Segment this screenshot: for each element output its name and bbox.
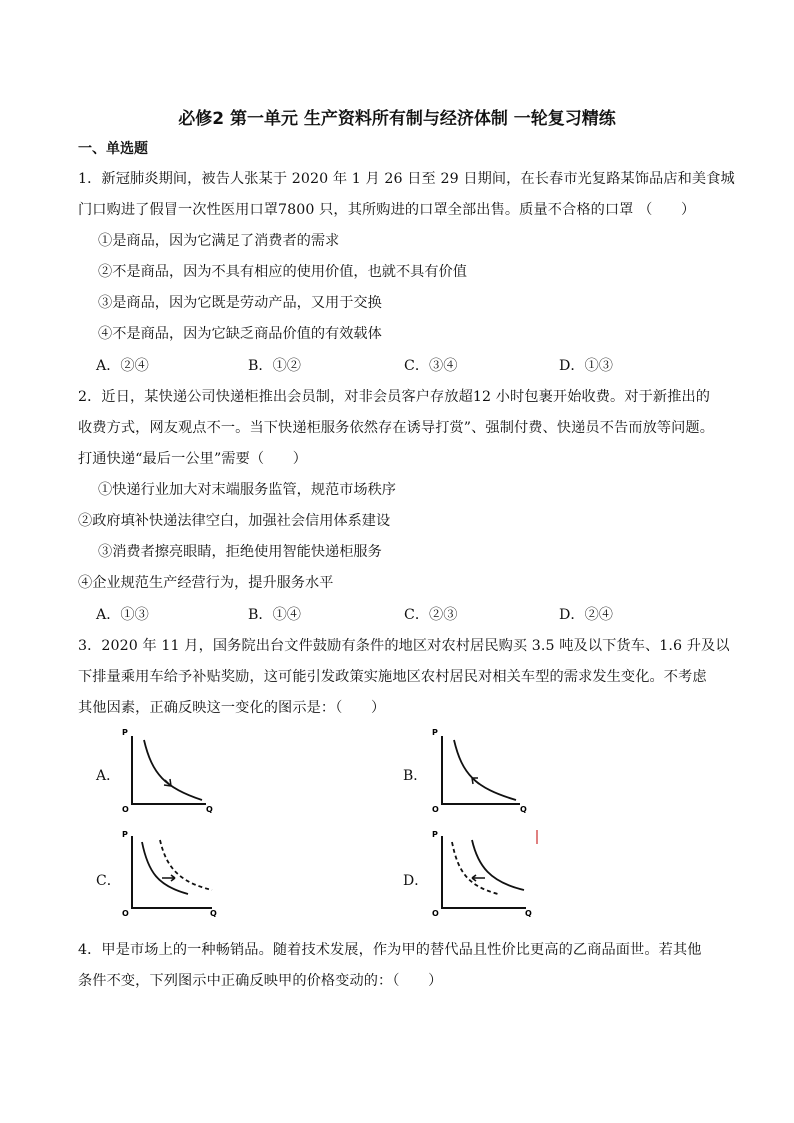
q3-stem-line-3: 其他因素，正确反映这一变化的图示是：（ ） <box>78 700 386 716</box>
q2-statement-3: ③消费者擦亮眼睛，拒绝使用智能快递柜服务 <box>98 544 382 560</box>
q1-statement-4: ④不是商品，因为它缺乏商品价值的有效载体 <box>98 326 382 342</box>
q2-statement-2: ②政府填补快递法律空白，加强社会信用体系建设 <box>78 513 391 529</box>
page-title: 必修2 第一单元 生产资料所有制与经济体制 一轮复习精练 <box>178 109 616 129</box>
q2-stem-line-1: 2．近日，某快递公司快递柜推出会员制，对非会员客户存放超12 小时包裹开始收费。对于新推出的 <box>78 389 711 405</box>
q3-stem-line-1: 3．2020 年 11 月，国务院出台文件鼓励有条件的地区对农村居民购买 3.5 吨及以下货车、1.6 升及以 <box>78 638 730 654</box>
q2-choice-a[interactable]: A．①③ <box>96 607 149 623</box>
q1-choice-a[interactable]: A．②④ <box>96 358 149 374</box>
q1-choice-b[interactable]: B．①② <box>248 358 301 374</box>
q3-graph-b-label[interactable]: B． <box>403 768 428 784</box>
q3-graph-d-p-label: P <box>432 830 438 839</box>
q4-stem-line-1: 4．甲是市场上的一种畅销品。随着技术发展，作为甲的替代品且性价比更高的乙商品面世。若其他 <box>78 942 702 958</box>
q3-graph-a-q-label: Q <box>206 805 213 814</box>
q1-statement-2: ②不是商品，因为不具有相应的使用价值，也就不具有价值 <box>98 264 467 280</box>
q3-stem-line-2: 下排量乘用车给予补贴奖励，这可能引发政策实施地区农村居民对相关车型的需求发生变化。不考虑 <box>78 669 707 685</box>
q3-graph-c-axes <box>132 836 212 908</box>
q2-statement-1: ①快递行业加大对末端服务监管，规范市场秩序 <box>98 482 396 498</box>
q3-graph-d-label[interactable]: D． <box>403 873 429 889</box>
q3-graph-d-o-label: O <box>432 909 439 918</box>
q3-graph-d-q-label: Q <box>525 909 532 918</box>
q2-stem-line-3: 打通快递“最后一公里”需要（ ） <box>78 451 308 467</box>
q3-graph-b <box>430 726 530 816</box>
q1-statement-3: ③是商品，因为它既是劳动产品，又用于交换 <box>98 295 382 311</box>
q3-graph-a-arrow-icon <box>164 779 171 786</box>
q1-choice-d[interactable]: D．①③ <box>559 358 613 374</box>
q3-graph-d-arrow-icon <box>472 875 485 881</box>
q4-stem-line-2: 条件不变，下列图示中正确反映甲的价格变动的：（ ） <box>78 973 443 989</box>
q3-graph-a <box>120 726 215 816</box>
q3-graph-b-o-label: O <box>432 805 439 814</box>
red-mark <box>536 830 538 844</box>
q3-graph-c <box>120 828 220 920</box>
q3-graph-d-axes <box>442 836 526 908</box>
q3-graph-b-demand-curve <box>454 740 516 800</box>
q3-graph-b-arrow-icon <box>472 778 479 784</box>
q3-graph-c-label[interactable]: C． <box>96 873 121 889</box>
q3-graph-c-p-label: P <box>122 830 128 839</box>
q3-graph-b-axes <box>442 736 520 804</box>
q3-graph-c-arrow-icon <box>162 875 175 881</box>
q3-graph-a-p-label: P <box>122 728 128 737</box>
q1-stem-line-2: 门口购进了假冒一次性医用口罩7800 只，其所购进的口罩全部出售。质量不合格的口罩 （ ） <box>78 202 696 218</box>
q1-choice-c[interactable]: C．③④ <box>404 358 458 374</box>
q3-graph-c-shifted-curve <box>160 840 212 890</box>
q3-graph-c-o-label: O <box>122 909 129 918</box>
q2-choice-c[interactable]: C．②③ <box>404 607 458 623</box>
q2-choice-b[interactable]: B．①④ <box>248 607 301 623</box>
q3-graph-b-p-label: P <box>432 728 438 737</box>
q3-graph-a-o-label: O <box>122 805 129 814</box>
q3-graph-d <box>430 828 535 920</box>
q1-stem-line-1: 1．新冠肺炎期间，被告人张某于 2020 年 1 月 26 日至 29 日期间，在长春市光复路某饰品店和美食城 <box>78 171 735 187</box>
q2-stem-line-2: 收费方式，网友观点不一。当下快递柜服务依然存在诱导打赏”、强制付费、快递员不告而放等问题。 <box>78 420 715 436</box>
q3-graph-a-demand-curve <box>144 740 202 800</box>
q3-graph-b-q-label: Q <box>520 805 527 814</box>
q3-graph-d-original-curve <box>472 840 524 890</box>
q3-graph-c-original-curve <box>142 842 188 894</box>
q3-graph-a-axes <box>132 736 206 804</box>
q3-graph-a-label[interactable]: A． <box>96 768 121 784</box>
section-heading: 一、单选题 <box>78 141 148 157</box>
q3-graph-c-q-label: Q <box>210 909 217 918</box>
q2-choice-d[interactable]: D．②④ <box>559 607 613 623</box>
q1-statement-1: ①是商品，因为它满足了消费者的需求 <box>98 233 340 249</box>
q2-statement-4: ④企业规范生产经营行为，提升服务水平 <box>78 575 334 591</box>
